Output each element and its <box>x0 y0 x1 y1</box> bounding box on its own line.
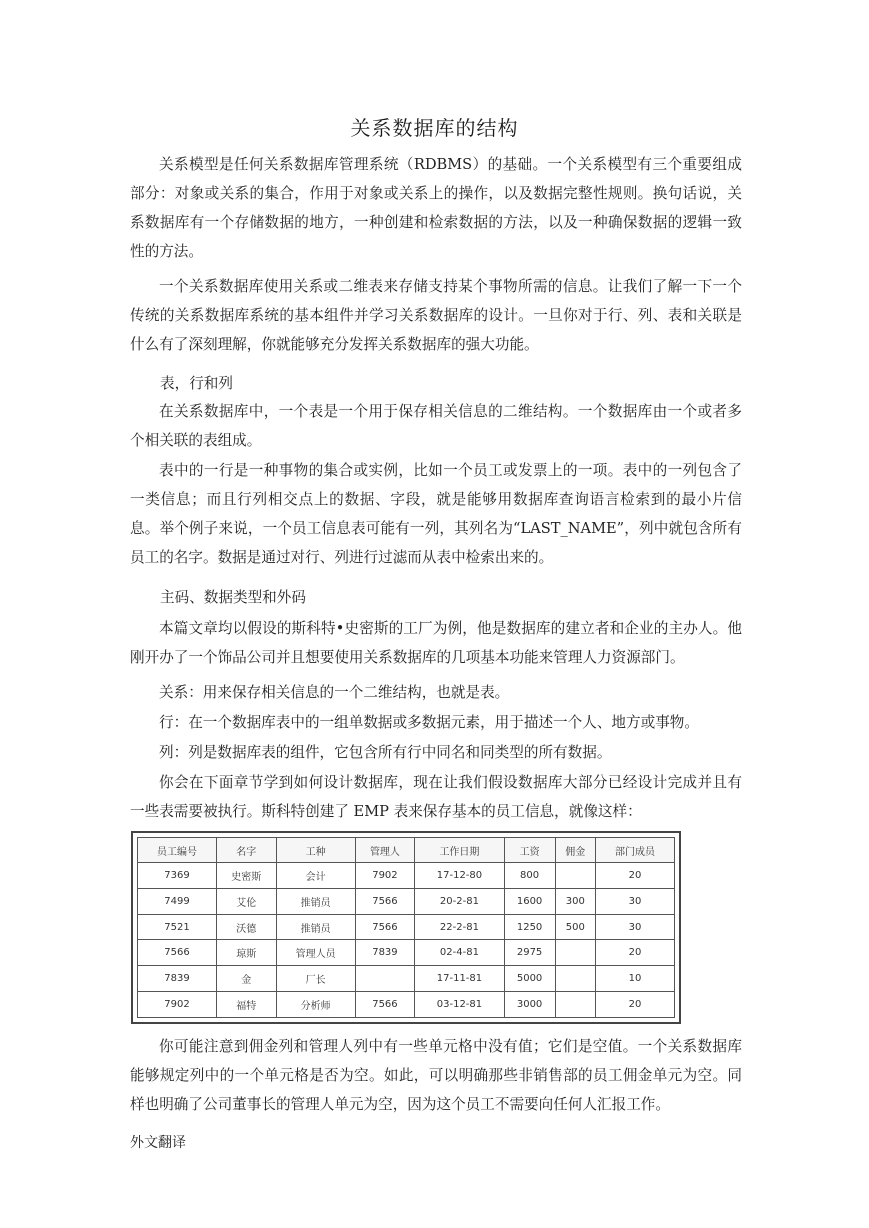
table-cell: 1250 <box>504 914 555 940</box>
emp-table-image <box>131 831 681 1024</box>
table-cell: 20 <box>595 863 674 889</box>
table-cell: 7521 <box>138 914 217 940</box>
table-cell: 02-4-81 <box>415 940 504 966</box>
table-cell: 17-12-80 <box>415 863 504 889</box>
table-cell: 10 <box>595 966 674 992</box>
header-salary: 工资 <box>504 838 555 863</box>
table-cell: 会计 <box>276 863 355 889</box>
table-cell: 30 <box>595 914 674 940</box>
table-cell: 推销员 <box>276 888 355 914</box>
table-cell: 7839 <box>355 940 415 966</box>
table-cell: 500 <box>555 914 595 940</box>
header-emp-no: 员工编号 <box>138 838 217 863</box>
table-row <box>138 966 675 992</box>
definition-row: 行：在一个数据库表中的一组单数据或多数据元素，用于描述一个人、地方或事物。 <box>159 714 699 731</box>
paragraph-scott-smith: 本篇文章均以假设的斯科特•史密斯的工厂为例，他是数据库的建立者和企业的主办人。他刚开办了一个饰品公司并且想要使用关系数据库的几项基本功能来管理人力资源部门。 <box>130 620 742 666</box>
table-cell: 7566 <box>138 940 217 966</box>
table-cell: 分析师 <box>276 992 355 1018</box>
table-cell: 03-12-81 <box>415 992 504 1018</box>
table-cell: 300 <box>555 888 595 914</box>
table-row <box>138 863 675 889</box>
table-cell: 7369 <box>138 863 217 889</box>
table-cell: 福特 <box>216 992 276 1018</box>
table-cell: 5000 <box>504 966 555 992</box>
paragraph-rows-columns: 表中的一行是一种事物的集合或实例，比如一个员工或发票上的一项。表中的一列包含了一类信息；而且行列相交点上的数据、字段，就是能够用数据库查询语言检索到的最小片信息。举个例子来说，一个员工信息表可能有一列，其列名为“LAST_NAME”，列中就包含所有员工的名字。数据是通过对行、列进行过滤而从表中检索出来的。 <box>130 462 742 566</box>
table-cell: 琼斯 <box>216 940 276 966</box>
table-cell <box>555 992 595 1018</box>
table-cell <box>555 863 595 889</box>
table-cell: 推销员 <box>276 914 355 940</box>
header-name: 名字 <box>216 838 276 863</box>
table-row <box>138 940 675 966</box>
table-cell: 20-2-81 <box>415 888 504 914</box>
section-heading-keys: 主码、数据类型和外码 <box>160 589 306 606</box>
paragraph-null-values: 你可能注意到佣金列和管理人列中有一些单元格中没有值；它们是空值。一个关系数据库能够规定列中的一个单元格是否为空。如此，可以明确那些非销售部的员工佣金单元为空。同样也明确了公司董事长的管理人单元为空，因为这个员工不需要向任何人汇报工作。 <box>130 1038 742 1113</box>
paragraph-intro: 关系模型是任何关系数据库管理系统（RDBMS）的基础。一个关系模型有三个重要组成部分：对象或关系的集合，作用于对象或关系上的操作，以及数据完整性规则。换句话说，关系数据库有一个存储数据的地方，一种创建和检索数据的方法，以及一种确保数据的逻辑一致性的方法。 <box>130 156 742 260</box>
table-cell: 沃德 <box>216 914 276 940</box>
table-cell: 2975 <box>504 940 555 966</box>
table-cell: 7566 <box>355 992 415 1018</box>
table-cell: 7499 <box>138 888 217 914</box>
table-row <box>138 914 675 940</box>
paragraph-table-definition: 在关系数据库中，一个表是一个用于保存相关信息的二维结构。一个数据库由一个或者多个相关联的表组成。 <box>130 403 742 449</box>
paragraph-emp-table-intro: 你会在下面章节学到如何设计数据库，现在让我们假设数据库大部分已经设计完成并且有一些表需要被执行。斯科特创建了 EMP 表来保存基本的员工信息，就像这样： <box>130 774 742 820</box>
table-cell: 7566 <box>355 888 415 914</box>
table-cell: 厂长 <box>276 966 355 992</box>
header-job: 工种 <box>276 838 355 863</box>
table-row <box>138 888 675 914</box>
table-cell: 7566 <box>355 914 415 940</box>
table-cell: 800 <box>504 863 555 889</box>
table-cell: 7839 <box>138 966 217 992</box>
paragraph-relational-db: 一个关系数据库使用关系或二维表来存储支持某个事物所需的信息。让我们了解一下一个传统的关系数据库系统的基本组件并学习关系数据库的设计。一旦你对于行、列、表和关联是什么有了深刻理解，你就能够充分发挥关系数据库的强大功能。 <box>130 278 742 353</box>
table-cell: 1600 <box>504 888 555 914</box>
table-cell <box>555 966 595 992</box>
table-cell: 7902 <box>138 992 217 1018</box>
table-cell: 17-11-81 <box>415 966 504 992</box>
table-cell <box>555 940 595 966</box>
table-cell: 7902 <box>355 863 415 889</box>
definition-column: 列：列是数据库表的组件，它包含所有行中同名和同类型的所有数据。 <box>159 744 612 761</box>
section-heading-tables: 表，行和列 <box>160 375 233 392</box>
page-footer: 外文翻译 <box>130 1135 186 1151</box>
page-title: 关系数据库的结构 <box>350 116 519 140</box>
table-cell <box>355 966 415 992</box>
table-cell: 20 <box>595 992 674 1018</box>
table-header-row <box>138 838 675 863</box>
table-cell: 艾伦 <box>216 888 276 914</box>
table-cell: 3000 <box>504 992 555 1018</box>
header-department: 部门成员 <box>595 838 674 863</box>
table-cell: 20 <box>595 940 674 966</box>
table-cell: 30 <box>595 888 674 914</box>
emp-table <box>137 837 675 1018</box>
table-cell: 管理人员 <box>276 940 355 966</box>
header-manager: 管理人 <box>355 838 415 863</box>
definition-relation: 关系：用来保存相关信息的一个二维结构，也就是表。 <box>159 684 510 701</box>
table-cell: 史密斯 <box>216 863 276 889</box>
table-cell: 金 <box>216 966 276 992</box>
header-commission: 佣金 <box>555 838 595 863</box>
table-row <box>138 992 675 1018</box>
header-hire-date: 工作日期 <box>415 838 504 863</box>
table-cell: 22-2-81 <box>415 914 504 940</box>
